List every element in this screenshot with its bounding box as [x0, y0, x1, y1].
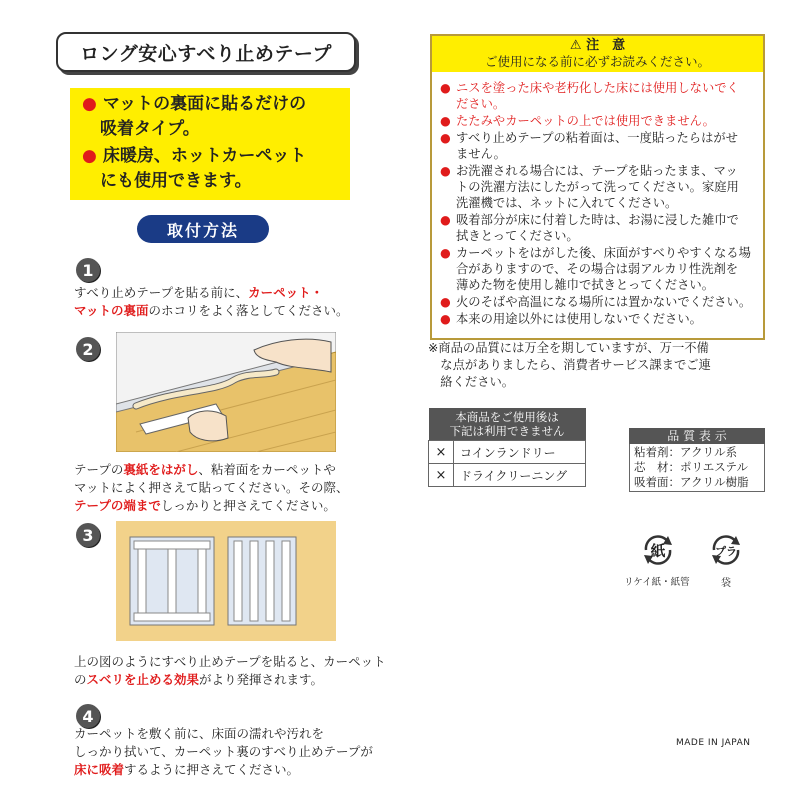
feature-2 [82, 144, 306, 194]
feature-1-line-1: マットの裏面に貼るだけの [102, 94, 307, 114]
feature-1 [82, 92, 306, 142]
caution-item: ● お洗濯される場合には、テープを貼ったまま、マッ トの洗濯方法にしたがって洗ってください。家庭用 洗濯機では、ネットに入れてください。 [440, 164, 739, 210]
step-2-illustration [116, 332, 336, 452]
step-4-number: 4 [76, 704, 100, 728]
bullet-icon: ● [440, 81, 451, 95]
caution-item: ● 火のそばや高温になる場所には置かないでください。 [440, 295, 752, 309]
caution-item: ● たたみやカーペットの上では使用できません。 [440, 114, 715, 128]
step-4-line-1: カーペットを敷く前に、床面の濡れや汚れを [74, 726, 325, 741]
bullet-icon: ● [82, 146, 97, 166]
bullet-icon: ● [440, 114, 451, 128]
step-2-line-1: テープの裏紙をはがし、粘着面をカーペットや [74, 462, 336, 477]
not-usable-item: ドライクリーニング [454, 464, 586, 487]
quality-row: 吸着面：アクリル樹脂 [634, 475, 749, 489]
caution-item: ● すべり止めテープの粘着面は、一度貼ったらはがせ ません。 [440, 131, 738, 161]
step-1-line-1: すべり止めテープを貼る前に、カーペット・ [74, 285, 324, 300]
plastic-recycle-mark [698, 530, 754, 589]
not-usable-header: 本商品をご使用後は 下記は利用できません [429, 408, 586, 441]
cross-icon: × [429, 441, 454, 464]
step-2-number: 2 [76, 337, 100, 361]
not-usable-table [428, 408, 586, 487]
svg-text:プラ: プラ [715, 545, 737, 558]
step-1-text [74, 284, 349, 320]
note-line-1: ※商品の品質には万全を期していますが、万一不備 [428, 341, 709, 355]
bullet-icon: ● [440, 164, 451, 178]
step-2-line-3: テープの端までしっかりと押さえてください。 [74, 498, 336, 513]
product-title [56, 32, 356, 72]
step-3-illustration [116, 521, 336, 641]
bullet-icon: ● [440, 312, 451, 326]
paper-recycle-mark [624, 530, 690, 588]
peel-tape-illustration [116, 332, 336, 452]
step-2-text [74, 461, 349, 515]
caution-item: ● 本来の用途以外には使用しないでください。 [440, 312, 702, 326]
caution-heading: ⚠ 注 意 [569, 38, 626, 53]
caution-box [430, 34, 765, 340]
step-3-line-2: のスベリを止める効果がより発揮されます。 [74, 672, 324, 687]
plastic-recycle-icon [706, 530, 746, 570]
caution-item: ● 吸着部分が床に付着した時は、お湯に浸した雑巾で 拭きとってください。 [440, 213, 739, 243]
features-box [70, 88, 350, 200]
tape-layout-diagram [116, 521, 336, 641]
caution-item: ● ニスを塗った床や老朽化した床には使用しないでく ださい。 [440, 81, 739, 111]
step-4-line-2: しっかり拭いて、カーペット裏のすべり止めテープが [74, 744, 373, 759]
step-3-number: 3 [76, 523, 100, 547]
method-heading-text: 取付方法 [166, 220, 239, 240]
method-heading [137, 215, 269, 243]
step-1-number: 1 [76, 258, 100, 282]
table-row [429, 464, 586, 487]
step-4-text [74, 725, 373, 779]
note-line-2: な点がありましたら、消費者サービス課までご連 [428, 358, 711, 372]
feature-2-line-1: 床暖房、ホットカーペット [102, 146, 307, 166]
cross-icon: × [429, 464, 454, 487]
svg-text:紙: 紙 [650, 542, 666, 560]
paper-recycle-caption: リケイ紙・紙管 [624, 577, 690, 588]
step-4-line-3: 床に吸着するように押さえてください。 [74, 762, 300, 777]
bullet-icon: ● [82, 94, 97, 114]
quality-heading: 品 質 表 示 [629, 428, 765, 444]
caution-list [440, 80, 760, 328]
caution-header [432, 36, 763, 72]
bullet-icon: ● [440, 295, 451, 309]
bullet-icon: ● [440, 131, 451, 145]
quality-label [629, 428, 765, 492]
note-line-3: 絡ください。 [428, 375, 515, 389]
made-in-label: MADE IN JAPAN [676, 738, 751, 748]
product-title-text: ロング安心すべり止めテープ [80, 42, 332, 65]
quality-row: 芯 材：ポリエステル [634, 460, 748, 474]
feature-2-line-2: にも使用できます。 [100, 171, 252, 191]
caution-subheading: ご使用になる前に必ずお読みください。 [484, 54, 710, 69]
not-usable-item: コインランドリー [454, 441, 586, 464]
caution-item: ● カーペットをはがした後、床面がすべりやすくなる場 合がありますので、その場合は弱アルカリ性洗剤を 薄めた物を使用し雑巾で拭きとってください。 [440, 246, 751, 292]
quality-note [428, 340, 773, 391]
feature-1-line-2: 吸着タイプ。 [100, 119, 200, 139]
step-3-line-1: 上の図のようにすべり止めテープを貼ると、カーペット [74, 654, 386, 669]
step-2-line-2: マットによく押さえて貼ってください。その際、 [74, 480, 349, 495]
bullet-icon: ● [440, 213, 451, 227]
bullet-icon: ● [440, 246, 451, 260]
table-row [429, 441, 586, 464]
quality-row: 粘着剤：アクリル系 [634, 445, 738, 459]
step-3-text [74, 653, 386, 689]
plastic-recycle-caption: 袋 [721, 578, 731, 589]
step-1-line-2: マットの裏面のホコリをよく落としてください。 [74, 303, 349, 318]
paper-recycle-icon [638, 530, 678, 570]
